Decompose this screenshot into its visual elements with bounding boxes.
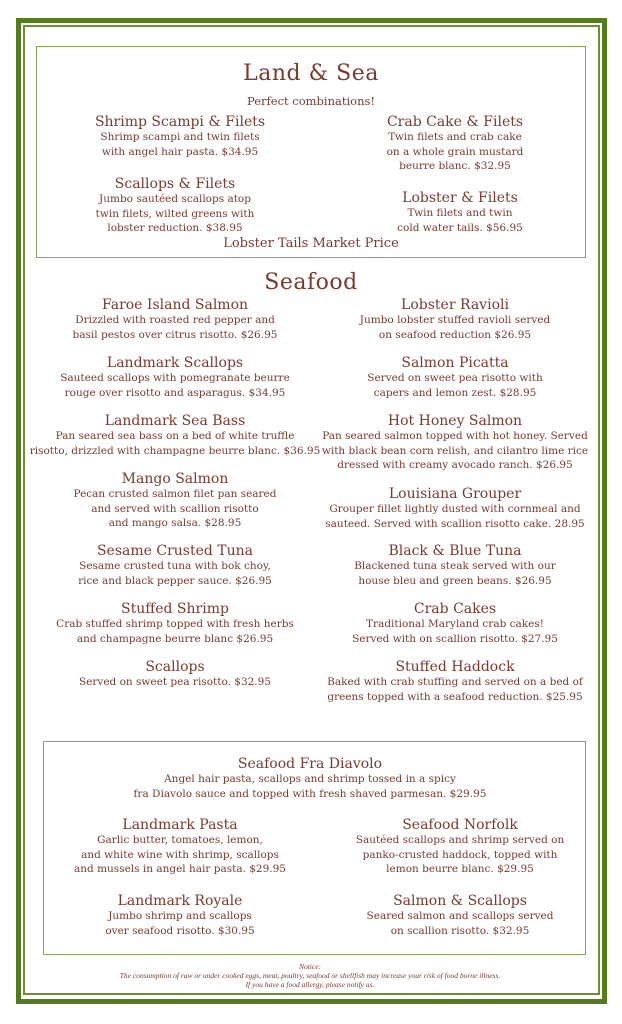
menu-item-scallops-filets: [60, 176, 290, 236]
item-name: Landmark Sea Bass: [104, 413, 246, 429]
item-name: Sesame Crusted Tuna: [96, 543, 254, 559]
item-name: Crab Cake & Filets: [386, 114, 524, 130]
item-name: Lobster Ravioli: [401, 297, 509, 313]
menu-item-mango-salmon: [30, 471, 320, 531]
menu-item-landmark-sea-bass: [20, 413, 330, 458]
menu-item-landmark-royale: [50, 893, 310, 938]
item-desc: greens topped with a seafood reduction. $25.95: [327, 690, 583, 703]
item-desc: beurre blanc. $32.95: [399, 160, 511, 172]
item-desc: sauteed. Served with scallion risotto cake. 28.95: [325, 517, 585, 530]
item-desc: Angel hair pasta, scallops and shrimp tossed in a spicy: [164, 773, 456, 785]
item-name: Shrimp Scampi & Filets: [94, 114, 266, 130]
item-desc: Twin filets and twin: [407, 207, 513, 219]
menu-item-landmark-scallops: [30, 355, 320, 400]
menu-item-lobster-ravioli: [310, 297, 600, 342]
menu-item-faroe-island-salmon: [30, 297, 320, 342]
menu-item-stuffed-haddock: [305, 659, 605, 704]
menu-item-crab-cakes: [310, 601, 600, 646]
item-name: Landmark Scallops: [106, 355, 244, 371]
notice-title: Notice:: [298, 962, 322, 971]
item-desc: capers and lemon zest. $28.95: [373, 386, 537, 399]
item-name: Hot Honey Salmon: [387, 413, 523, 429]
item-desc: Served on sweet pea risotto. $32.95: [78, 676, 272, 688]
item-desc: Baked with crab stuffing and served on a bed of: [327, 676, 583, 688]
item-desc: rouge over risotto and asparagus. $34.95: [64, 386, 286, 399]
item-name: Stuffed Shrimp: [121, 601, 229, 617]
item-name: Scallops: [145, 659, 205, 675]
item-name: Black & Blue Tuna: [388, 543, 522, 559]
item-desc: twin filets, wilted greens with: [95, 207, 255, 220]
item-desc: Pecan crusted salmon filet pan seared: [73, 488, 277, 500]
item-desc: and mussels in angel hair pasta. $29.95: [74, 863, 286, 875]
item-name: Crab Cakes: [413, 601, 497, 617]
item-name: Stuffed Haddock: [395, 659, 515, 675]
allergy-notice: [60, 962, 560, 989]
item-name: Mango Salmon: [121, 471, 229, 487]
item-desc: Sautéed scallops and shrimp served on: [355, 834, 565, 846]
menu-item-salmon-scallops: [330, 893, 590, 938]
notice-line: The consumption of raw or under cooked eggs, meat, poultry, seafood or shellfish may increase your risk of food borne illness.: [119, 971, 501, 980]
item-desc: basil pestos over citrus risotto. $26.95: [72, 328, 278, 341]
menu-item-lobster-filets: [370, 190, 550, 235]
item-desc: lemon beurre blanc. $29.95: [386, 863, 534, 875]
menu-item-shrimp-scampi-filets: [60, 114, 300, 159]
item-desc: with angel hair pasta. $34.95: [101, 145, 259, 158]
lobster-tails-market-price: Lobster Tails Market Price: [223, 236, 399, 251]
seafood-title: Seafood: [264, 270, 358, 295]
item-desc: Sauteed scallops with pomegranate beurre: [60, 372, 290, 384]
item-desc: over seafood risotto. $30.95: [105, 924, 255, 937]
item-desc: Seared salmon and scallops served: [366, 910, 554, 922]
item-desc: on scallion risotto. $32.95: [390, 924, 530, 937]
item-desc: and mango salsa. $28.95: [108, 517, 242, 529]
item-desc: panko-crusted haddock, topped with: [362, 848, 558, 861]
item-desc: Garlic butter, tomatoes, lemon,: [97, 834, 263, 846]
menu-item-salmon-picatta: [310, 355, 600, 400]
item-desc: and white wine with shrimp, scallops: [81, 848, 279, 861]
item-desc: house bleu and green beans. $26.95: [358, 574, 552, 587]
item-desc: Grouper fillet lightly dusted with cornmeal and: [329, 503, 581, 515]
menu-item-scallops: [30, 659, 320, 690]
item-name: Louisiana Grouper: [388, 486, 522, 502]
menu-item-sesame-crusted-tuna: [30, 543, 320, 588]
item-name: Seafood Norfolk: [402, 817, 518, 833]
land-sea-title: Land & Sea: [243, 61, 379, 86]
item-name: Salmon & Scallops: [393, 893, 527, 909]
item-name: Faroe Island Salmon: [101, 297, 249, 313]
item-name: Seafood Fra Diavolo: [237, 756, 383, 772]
item-desc: Twin filets and crab cake: [388, 131, 522, 143]
item-desc: risotto, drizzled with champagne beurre blanc. $36.95: [29, 444, 321, 457]
item-desc: Pan seared sea bass on a bed of white truffle: [55, 430, 295, 442]
menu-item-seafood-fra-diavolo: [100, 756, 520, 801]
item-desc: Jumbo lobster stuffed ravioli served: [359, 314, 551, 326]
item-name: Lobster & Filets: [402, 190, 518, 206]
menu-item-louisiana-grouper: [305, 486, 605, 531]
land-sea-subtitle: Perfect combinations!: [246, 94, 376, 108]
item-desc: and served with scallion risotto: [91, 502, 259, 515]
item-desc: with black bean corn relish, and cilantro lime rice: [321, 444, 589, 457]
item-desc: on a whole grain mustard: [386, 145, 524, 158]
item-desc: Blackened tuna steak served with our: [354, 560, 556, 572]
menu-item-black-blue-tuna: [310, 543, 600, 588]
item-desc: Served on sweet pea risotto with: [367, 372, 543, 384]
menu-item-stuffed-shrimp: [30, 601, 320, 646]
menu-item-crab-cake-filets: [340, 114, 570, 174]
item-desc: rice and black pepper sauce. $26.95: [78, 574, 272, 587]
item-name: Scallops & Filets: [114, 176, 236, 192]
item-desc: on seafood reduction $26.95: [378, 328, 532, 341]
item-desc: Served with on scallion risotto. $27.95: [352, 632, 558, 645]
item-desc: Drizzled with roasted red pepper and: [75, 314, 275, 326]
item-desc: Crab stuffed shrimp topped with fresh herbs: [56, 618, 294, 630]
item-desc: Shrimp scampi and twin filets: [100, 131, 260, 143]
item-name: Landmark Royale: [117, 893, 243, 909]
item-desc: lobster reduction. $38.95: [107, 222, 243, 234]
item-name: Salmon Picatta: [401, 355, 509, 371]
item-desc: Sesame crusted tuna with bok choy,: [79, 560, 271, 572]
item-desc: Traditional Maryland crab cakes!: [366, 618, 544, 630]
item-desc: fra Diavolo sauce and topped with fresh shaved parmesan. $29.95: [133, 787, 487, 800]
item-desc: dressed with creamy avocado ranch. $26.95: [337, 459, 573, 471]
item-desc: Pan seared salmon topped with hot honey. Served: [322, 430, 588, 442]
item-desc: Jumbo sautéed scallops atop: [99, 193, 251, 205]
item-desc: Jumbo shrimp and scallops: [108, 910, 252, 922]
item-desc: and champagne beurre blanc $26.95: [76, 632, 274, 645]
item-desc: cold water tails. $56.95: [397, 221, 523, 234]
menu-item-seafood-norfolk: [330, 817, 590, 877]
item-name: Landmark Pasta: [122, 817, 238, 833]
notice-line: If you have a food allergy, please notify us.: [245, 980, 375, 989]
menu-item-hot-honey-salmon: [305, 413, 605, 473]
menu-item-landmark-pasta: [50, 817, 310, 877]
